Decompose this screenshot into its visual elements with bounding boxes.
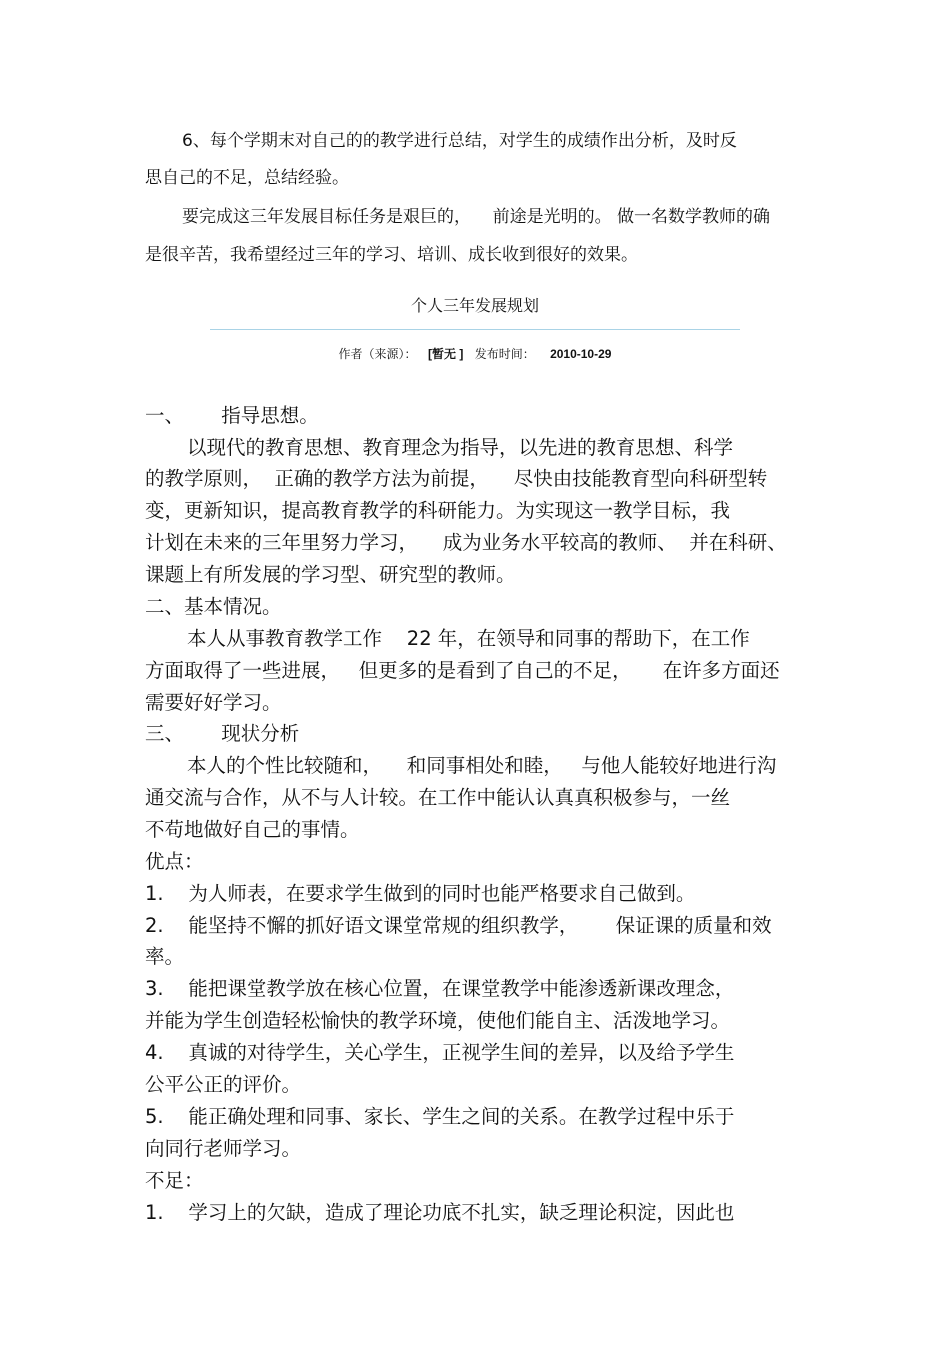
title-divider (210, 329, 740, 330)
list-item: 3. 能把课堂教学放在核心位置，在课堂教学中能渗透新课改理念， (145, 977, 735, 1000)
list-item: 2. 能坚持不懈的抓好语文课堂常规的组织教学， 保证课的质量和效 (145, 914, 772, 937)
paragraph-line: 6、每个学期末对自己的的教学进行总结，对学生的成绩作出分析，及时反 (182, 131, 737, 151)
body-line: 计划在未来的三年里努力学习， 成为业务水平较高的教师、 并在科研、 (145, 531, 787, 554)
subheading: 优点： (145, 850, 204, 873)
subheading: 不足： (145, 1169, 204, 1192)
list-item-continued: 率。 (145, 945, 185, 968)
body-line: 变，更新知识，提高教育教学的科研能力。为实现这一教学目标，我 (145, 499, 731, 522)
body-line: 通交流与合作，从不与人计较。在工作中能认认真真积极参与，一丝 (145, 786, 731, 809)
body-line: 方面取得了一些进展， 但更多的是看到了自己的不足， 在许多方面还 (145, 659, 780, 682)
body-line: 本人从事教育教学工作 22 年，在领导和同事的帮助下，在工作 (187, 627, 750, 650)
list-item-continued: 公平公正的评价。 (145, 1073, 302, 1096)
list-item: 5. 能正确处理和同事、家长、学生之间的关系。在教学过程中乐于 (145, 1105, 735, 1128)
meta-author-value: [暂无 ] (428, 347, 464, 361)
body-line: 以现代的教育思想、教育理念为指导，以先进的教育思想、科学 (187, 436, 734, 459)
list-item-continued: 并能为学生创造轻松愉快的教学环境，使他们能自主、活泼地学习。 (145, 1009, 731, 1032)
section-heading: 一、 指导思想。 (145, 404, 319, 427)
article-title: 个人三年发展规划 (410, 296, 539, 315)
body-line: 的教学原则， 正确的教学方法为前提， 尽快由技能教育型向科研型转 (145, 467, 768, 490)
paragraph-line: 是很辛苦，我希望经过三年的学习、培训、成长收到很好的效果。 (145, 245, 638, 265)
list-item: 1. 为人师表，在要求学生做到的同时也能严格要求自己做到。 (145, 882, 696, 905)
meta-author-label: 作者（来源）： (338, 347, 417, 361)
meta-date-label: 发布时间： (474, 347, 535, 361)
paragraph-line: 思自己的不足，总结经验。 (145, 168, 349, 188)
body-line: 不苟地做好自己的事情。 (145, 818, 360, 841)
body-line: 课题上有所发展的学习型、研究型的教师。 (145, 563, 516, 586)
article-meta (0, 345, 950, 362)
list-item: 4. 真诚的对待学生，关心学生，正视学生间的差异，以及给予学生 (145, 1041, 735, 1064)
body-line: 本人的个性比较随和， 和同事相处和睦， 与他人能较好地进行沟 (187, 754, 777, 777)
section-heading: 三、 现状分析 (145, 722, 300, 745)
meta-date-value: 2010-10-29 (550, 347, 612, 361)
list-item: 1. 学习上的欠缺，造成了理论功底不扎实，缺乏理论积淀，因此也 (145, 1201, 735, 1224)
list-item-continued: 向同行老师学习。 (145, 1137, 302, 1160)
paragraph-line: 要完成这三年发展目标任务是艰巨的， 前途是光明的。 做一名数学教师的确 (182, 207, 771, 227)
section-heading: 二、基本情况。 (145, 595, 282, 618)
body-line: 需要好好学习。 (145, 691, 282, 714)
